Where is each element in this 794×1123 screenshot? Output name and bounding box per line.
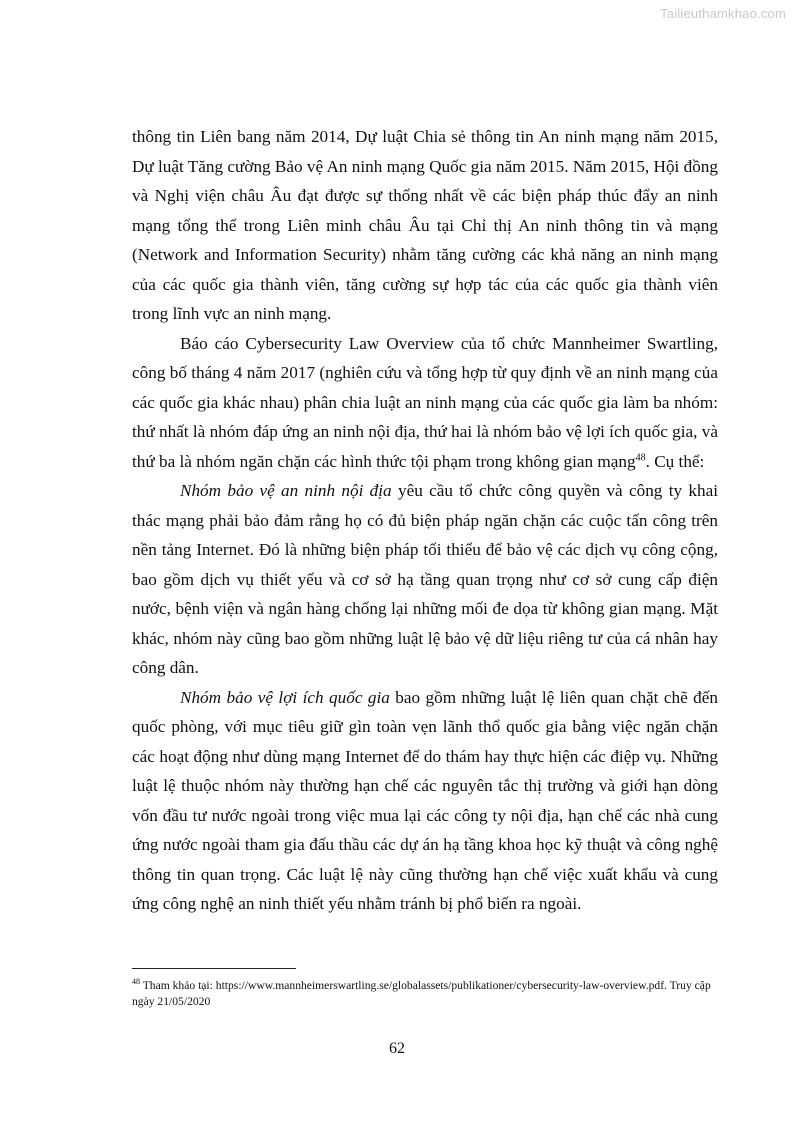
footnote-text: Tham khảo tại: https://www.mannheimerswartling.se/globalassets/publikationer/cybersecurity-law-overview.pdf. Truy cập ngày 21/05/2020 bbox=[132, 979, 711, 1008]
term-national-interest: Nhóm bảo vệ lợi ích quốc gia bbox=[180, 687, 390, 707]
document-body bbox=[132, 122, 718, 919]
footnote-divider bbox=[132, 968, 296, 969]
footnote-number: 48 bbox=[132, 977, 140, 987]
footnote-reference[interactable]: 48 bbox=[635, 451, 646, 463]
paragraph-national-interest-text: bao gồm những luật lệ liên quan chặt chẽ đến quốc phòng, với mục tiêu giữ gìn toàn vẹn lãnh thổ quốc gia bằng việc ngăn chặn các hoạt động như dùng mạng Internet để do thám hay thực hiện các điệp vụ. Những luật lệ thuộc nhóm này thường hạn chế các nguyên tắc thị trường và giới hạn dòng vốn đầu tư nước ngoài trong việc mua lại các công ty nội địa, hạn chế các nhà cung ứng nước ngoài tham gia đấu thầu các dự án hạ tầng khoa học kỹ thuật và công nghệ thông tin quan trọng. Các luật lệ này cũng thường hạn chế việc xuất khẩu và cung ứng công nghệ an ninh thiết yếu nhằm tránh bị phổ biến ra ngoài. bbox=[132, 687, 718, 913]
paragraph-report-overview bbox=[132, 329, 718, 477]
paragraph-continuation: thông tin Liên bang năm 2014, Dự luật Chia sẻ thông tin An ninh mạng năm 2015, Dự luật Tăng cường Bảo vệ An ninh mạng Quốc gia năm 2015. Năm 2015, Hội đồng và Nghị viện châu Âu đạt được sự thống nhất về các biện pháp thúc đẩy an ninh mạng tổng thể trong Liên minh châu Âu tại Chỉ thị An ninh thông tin và mạng (Network and Information Security) nhằm tăng cường các khả năng an ninh mạng của các quốc gia thành viên, tăng cường sự hợp tác của các quốc gia thành viên trong lĩnh vực an ninh mạng. bbox=[132, 127, 718, 323]
paragraph-national-interest bbox=[132, 683, 718, 919]
footnote bbox=[132, 978, 718, 1010]
watermark-text: Tailieuthamkhao.com bbox=[660, 6, 786, 21]
page-number: 62 bbox=[389, 1040, 405, 1057]
paragraph-report-text: Báo cáo Cybersecurity Law Overview của tổ chức Mannheimer Swartling, công bố tháng 4 năm 2017 (nghiên cứu và tổng hợp từ quy định về an ninh mạng của các quốc gia khác nhau) phân chia luật an ninh mạng của các quốc gia làm ba nhóm: thứ nhất là nhóm đáp ứng an ninh nội địa, thứ hai là nhóm bảo vệ lợi ích quốc gia, và thứ ba là nhóm ngăn chặn các hình thức tội phạm trong không gian mạng bbox=[132, 333, 718, 471]
term-domestic-security: Nhóm bảo vệ an ninh nội địa bbox=[180, 481, 392, 500]
paragraph-domestic-security bbox=[132, 476, 718, 683]
paragraph-report-tail: . Cụ thể: bbox=[645, 451, 705, 471]
paragraph-domestic-security-text: yêu cầu tổ chức công quyền và công ty khai thác mạng phải bảo đảm rằng họ có đủ biện pháp ngăn chặn các cuộc tấn công trên nền tảng Internet. Đó là những biện pháp tối thiểu để bảo vệ các dịch vụ công cộng, bao gồm dịch vụ thiết yếu và cơ sở hạ tầng quan trọng như cơ sở cung cấp điện nước, bệnh viện và ngân hàng chống lại những mối đe dọa từ không gian mạng. Mặt khác, nhóm này cũng bao gồm những luật lệ bảo vệ dữ liệu riêng tư của cá nhân hay công dân. bbox=[132, 481, 718, 677]
